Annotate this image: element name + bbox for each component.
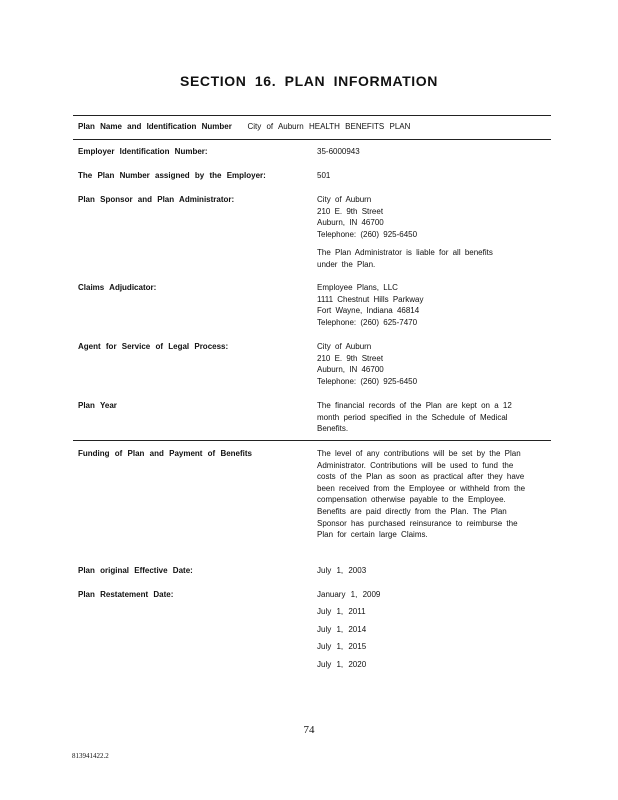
plan-name-value: City of Auburn HEALTH BENEFITS PLAN xyxy=(247,122,411,131)
effective-date-value: July 1, 2003 xyxy=(317,566,367,575)
page-number: 74 xyxy=(303,724,315,736)
claims-line: 1111 Chestnut Hills Parkway xyxy=(317,294,424,304)
employer-id-label: Employer Identification Number: xyxy=(78,147,208,156)
sponsor-line: Telephone: (260) 925-6450 xyxy=(317,229,418,239)
sponsor-label: Plan Sponsor and Plan Administrator: xyxy=(78,195,235,204)
agent-line: 210 E. 9th Street xyxy=(317,353,384,363)
plan-number-value: 501 xyxy=(317,171,331,180)
claims-line: Fort Wayne, Indiana 46814 xyxy=(317,306,420,316)
employer-id-value: 35-6000943 xyxy=(317,147,360,156)
claims-line: Telephone: (260) 625-7470 xyxy=(317,317,418,327)
restatement-date: July 1, 2015 xyxy=(317,642,367,651)
sponsor-address xyxy=(317,194,535,240)
plan-name-row xyxy=(78,122,410,131)
document-id: 813941422.2 xyxy=(72,752,109,760)
plan-year-label: Plan Year xyxy=(78,401,117,410)
restatement-date: July 1, 2014 xyxy=(317,625,367,634)
agent-address xyxy=(317,341,535,387)
claims-label: Claims Adjudicator: xyxy=(78,283,157,292)
effective-date-label: Plan original Effective Date: xyxy=(78,566,193,575)
claims-line: Employee Plans, LLC xyxy=(317,283,398,292)
sponsor-line: 210 E. 9th Street xyxy=(317,206,384,216)
funding-text: The level of any contributions will be set by the Plan Administrator. Contributions will be used to fund the costs of the Plan as soon as practical after they have been received from the Employee or withheld from the compensation otherwise payable to the Employee. Benefits are paid directly from the Plan. The Plan Sponsor has purchased reinsurance to reimburse the Plan for certain large Claims. xyxy=(317,449,526,540)
agent-line: City of Auburn xyxy=(317,342,372,351)
section-title: SECTION 16. PLAN INFORMATION xyxy=(180,73,438,89)
funding-label: Funding of Plan and Payment of Benefits xyxy=(78,449,253,458)
agent-line: Auburn, IN 46700 xyxy=(317,365,384,375)
divider-header xyxy=(73,139,551,140)
restatement-date: January 1, 2009 xyxy=(317,590,381,599)
divider-top xyxy=(73,115,551,116)
sponsor-note: The Plan Administrator is liable for all benefits under the Plan. xyxy=(317,248,493,269)
restatement-date: July 1, 2020 xyxy=(317,660,367,669)
claims-address xyxy=(317,282,535,328)
agent-line: Telephone: (260) 925-6450 xyxy=(317,376,418,386)
plan-name-label: Plan Name and Identification Number xyxy=(78,122,232,131)
restatement-date: July 1, 2011 xyxy=(317,607,366,616)
restatement-date-label: Plan Restatement Date: xyxy=(78,590,174,599)
sponsor-line: City of Auburn xyxy=(317,195,372,204)
agent-label: Agent for Service of Legal Process: xyxy=(78,342,229,351)
sponsor-line: Auburn, IN 46700 xyxy=(317,218,384,228)
divider-funding xyxy=(73,440,551,441)
plan-year-text: The financial records of the Plan are kept on a 12 month period specified in the Schedule of Medical Benefits. xyxy=(317,401,512,434)
plan-number-label: The Plan Number assigned by the Employer: xyxy=(78,171,266,180)
